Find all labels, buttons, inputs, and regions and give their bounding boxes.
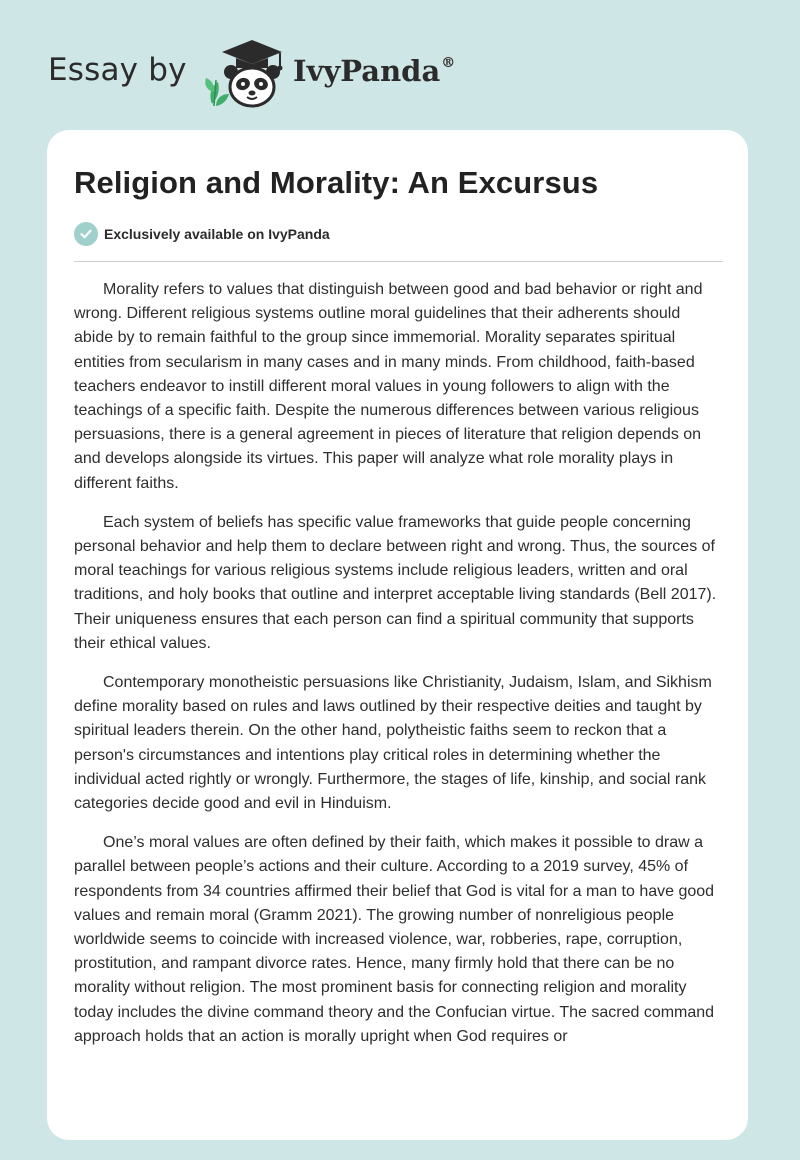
paragraph: Each system of beliefs has specific value frameworks that guide people concerning personal behavior and help them to declare between right and wrong. Thus, the sources of moral teachings for various religious systems include religious leaders, written and oral traditions, and holy books that outline and interpret acceptable living standards (Bell 2017). Their uniqueness ensures that each person can find a spiritual community that supports their ethical values. — [74, 513, 717, 652]
paragraph: Morality refers to values that distinguish between good and bad behavior or right and wrong. Different religious systems outline moral guidelines that their adherents should abide by to remain faithful to the group since immemorial. Morality separates spiritual entities from secularism in many cases and in many minds. From childhood, faith-based teachers endeavor to instill different moral values in young followers to align with the teachings of a specific faith. Despite the numerous differences between various religious persuasions, there is a general agreement in pieces of literature that religion depends on and develops alongside its virtues. This paper will analyze what role morality plays in different faiths. — [74, 281, 703, 492]
panda-graduate-icon[interactable] — [202, 32, 292, 112]
registered-mark: ® — [441, 55, 456, 71]
essay-by-label: Essay by — [48, 52, 187, 88]
brand-name-text: IvyPanda — [293, 54, 441, 88]
essay-body — [74, 278, 723, 1064]
paragraph: Contemporary monotheistic persuasions like Christianity, Judaism, Islam, and Sikhism define morality based on rules and laws outlined by their respective deities and taught by spiritual leaders therein. On the other hand, polytheistic faiths seem to reckon that a person's circumstances and intentions play critical roles in determining whether the individual acted rightly or wrongly. Furthermore, the stages of life, kinship, and social rank categories decide good and evil in Hinduism. — [74, 674, 712, 813]
essay-title: Religion and Morality: An Excursus — [74, 165, 599, 200]
site-header — [48, 30, 748, 110]
exclusive-badge — [74, 222, 330, 246]
brand-name[interactable] — [293, 54, 455, 88]
divider — [74, 261, 723, 262]
paragraph: One’s moral values are often defined by their faith, which makes it possible to draw a parallel between people’s actions and their culture. According to a 2019 survey, 45% of respondents from 34 countries affirmed their belief that God is vital for a man to have good values and remain moral (Gramm 2021). The growing number of nonreligious people worldwide seems to coincide with increased violence, war, robberies, rape, corruption, prostitution, and rampant divorce rates. Hence, many firmly hold that there can be no morality without religion. The most prominent basis for connecting religion and morality today includes the divine command theory and the Confucian virtue. The sacred command approach holds that an action is morally upright when God requires or — [74, 834, 715, 1045]
check-icon — [74, 222, 98, 246]
exclusive-badge-text: Exclusively available on IvyPanda — [104, 226, 330, 242]
essay-card — [47, 130, 748, 1140]
